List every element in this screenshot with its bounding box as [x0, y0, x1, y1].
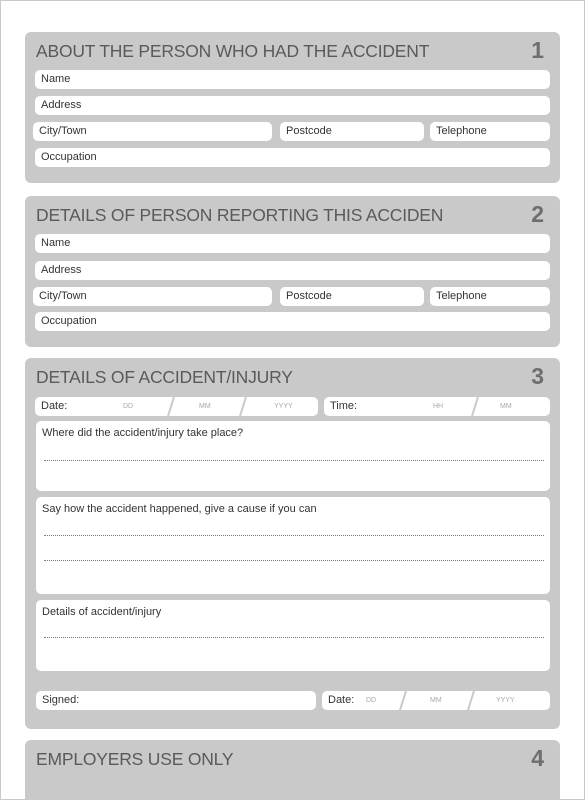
signed-date-month-slot: MM	[430, 697, 442, 704]
address-label: Address	[41, 264, 82, 276]
section-person-injured	[25, 32, 560, 183]
signed-date-field[interactable]	[322, 691, 550, 710]
section-title: EMPLOYERS USE ONLY	[36, 749, 234, 769]
accident-cause-textarea[interactable]	[36, 497, 550, 594]
time-separator	[470, 397, 480, 416]
date-day-slot: DD	[123, 403, 134, 410]
date-label: Date:	[41, 400, 68, 412]
signed-date-label: Date:	[328, 694, 355, 706]
details-label: Details of accident/injury	[42, 606, 162, 618]
cause-question-label: Say how the accident happened, give a cause if you can	[42, 503, 317, 515]
dotted-writing-line	[44, 637, 544, 638]
section-accident-details	[25, 358, 560, 729]
signed-label: Signed:	[42, 694, 80, 706]
name-field[interactable]	[35, 234, 550, 253]
section-title: DETAILS OF ACCIDENT/INJURY	[36, 367, 293, 387]
date-separator	[466, 691, 476, 710]
address-label: Address	[41, 99, 82, 111]
section-number: 2	[531, 201, 544, 227]
signed-date-year-slot: YYYY	[496, 697, 515, 704]
address-field[interactable]	[35, 96, 550, 115]
section-person-reporting	[25, 196, 560, 347]
date-month-slot: MM	[199, 403, 211, 410]
dotted-writing-line	[44, 460, 544, 461]
section-number: 4	[531, 745, 544, 771]
city-label: City/Town	[39, 125, 87, 137]
date-year-slot: YYYY	[274, 403, 293, 410]
occupation-field[interactable]	[35, 312, 550, 331]
dotted-writing-line	[44, 560, 544, 561]
postcode-field[interactable]	[280, 122, 424, 141]
name-label: Name	[41, 237, 71, 249]
section-number: 1	[531, 37, 544, 63]
telephone-field[interactable]	[430, 287, 550, 306]
city-field[interactable]	[33, 287, 272, 306]
telephone-label: Telephone	[436, 125, 487, 137]
occupation-label: Occupation	[41, 315, 97, 327]
occupation-field[interactable]	[35, 148, 550, 167]
accident-time-field[interactable]	[324, 397, 550, 416]
postcode-field[interactable]	[280, 287, 424, 306]
accident-date-field[interactable]	[35, 397, 318, 416]
location-question-label: Where did the accident/injury take place?	[42, 427, 244, 439]
time-minute-slot: MM	[500, 403, 512, 410]
time-label: Time:	[330, 400, 358, 412]
injury-details-textarea[interactable]	[36, 600, 550, 671]
section-number: 3	[531, 363, 544, 389]
postcode-label: Postcode	[286, 290, 332, 302]
postcode-label: Postcode	[286, 125, 332, 137]
name-field[interactable]	[35, 70, 550, 89]
signed-date-day-slot: DD	[366, 697, 377, 704]
city-field[interactable]	[33, 122, 272, 141]
dotted-writing-line	[44, 535, 544, 536]
address-field[interactable]	[35, 261, 550, 280]
section-title: ABOUT THE PERSON WHO HAD THE ACCIDENT	[36, 41, 430, 61]
telephone-label: Telephone	[436, 290, 487, 302]
name-label: Name	[41, 73, 71, 85]
section-title: DETAILS OF PERSON REPORTING THIS ACCIDEN	[36, 205, 444, 225]
date-separator	[166, 397, 176, 416]
signature-field[interactable]	[36, 691, 316, 710]
date-separator	[398, 691, 408, 710]
time-hour-slot: HH	[433, 403, 444, 410]
accident-location-textarea[interactable]	[36, 421, 550, 491]
city-label: City/Town	[39, 290, 87, 302]
section-employers-use	[25, 740, 560, 800]
telephone-field[interactable]	[430, 122, 550, 141]
date-separator	[238, 397, 248, 416]
occupation-label: Occupation	[41, 151, 97, 163]
